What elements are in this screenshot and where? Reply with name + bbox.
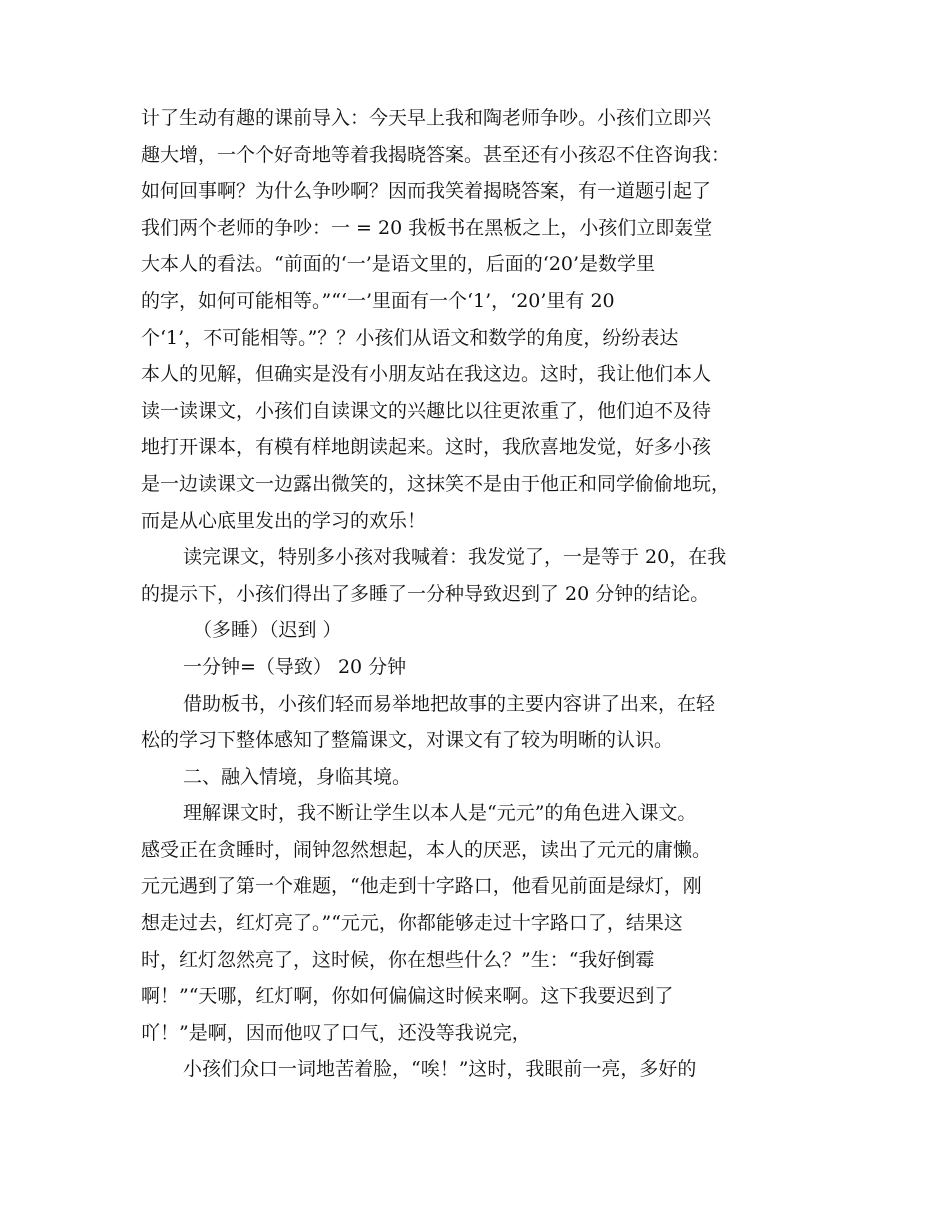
text-line: 时，红灯忽然亮了，这时候，你在想些什么？”生：“我好倒霉 — [141, 948, 655, 971]
text-line: 啊！”“天哪，红灯啊，你如何偏偏这时候来啊。这下我要迟到了 — [141, 985, 674, 1008]
document-body — [141, 100, 811, 1088]
section-heading: 二、融入情境，身临其境。 — [183, 765, 412, 788]
text-line: 本人的见解，但确实是没有小朋友站在我这边。这时，我让他们本人 — [141, 363, 712, 386]
board-notes-line: 一分钟=（导致） 20 分钟 — [183, 655, 407, 678]
text-line: 的字，如何可能相等。”“‘一’里面有一个‘1’，‘20’里有 20 — [141, 289, 615, 312]
paragraph-start-line: 读完课文，特别多小孩对我喊着：我发觉了，一是等于 20，在我 — [183, 546, 727, 569]
text-line: 而是从心底里发出的学习的欢乐！ — [141, 509, 427, 532]
text-line: 是一边读课文一边露出微笑的，这抹笑不是由于他正和同学偷偷地玩， — [141, 472, 731, 495]
text-line: 个‘1’，不可能相等。”？？小孩们从语文和数学的角度，纷纷表达 — [141, 326, 679, 349]
text-line: 大本人的看法。“前面的‘一’是语文里的，后面的‘20’是数学里 — [141, 253, 656, 276]
board-notes-line: （多睡）（迟到 ） — [193, 619, 342, 642]
text-line: 如何回事啊？为什么争吵啊？因而我笑着揭晓答案，有一道题引起了 — [141, 180, 712, 203]
paragraph-start-line: 理解课文时，我不断让学生以本人是“元元”的角色进入课文。 — [183, 802, 697, 825]
text-line: 的提示下，小孩们得出了多睡了一分种导致迟到了 20 分钟的结论。 — [141, 582, 710, 605]
text-line: 吖！”是啊，因而他叹了口气，还没等我说完， — [141, 1021, 531, 1044]
text-line: 感受正在贪睡时，闹钟忽然想起，本人的厌恶，读出了元元的庸懒。 — [141, 838, 712, 861]
text-line: 想走过去，红灯亮了。”“元元，你都能够走过十字路口了，结果这 — [141, 912, 683, 935]
text-line: 松的学习下整体感知了整篇课文，对课文有了较为明晰的认识。 — [141, 729, 674, 752]
text-line: 趣大增，一个个好奇地等着我揭晓答案。甚至还有小孩忍不住咨询我： — [141, 143, 731, 166]
text-line: 地打开课本，有模有样地朗读起来。这时，我欣喜地发觉，好多小孩 — [141, 436, 712, 459]
paragraph-start-line: 小孩们众口一词地苦着脸，“唉！”这时，我眼前一亮，多好的 — [183, 1058, 697, 1081]
text-line: 元元遇到了第一个难题，“他走到十字路口，他看见前面是绿灯，刚 — [141, 875, 702, 898]
text-line: 我们两个老师的争吵：一 = 20 我板书在黑板之上，小孩们立即轰堂 — [141, 216, 713, 239]
text-line: 计了生动有趣的课前导入：今天早上我和陶老师争吵。小孩们立即兴 — [141, 107, 712, 129]
paragraph-start-line: 借助板书，小孩们轻而易举地把故事的主要内容讲了出来，在轻 — [183, 692, 716, 715]
text-line: 读一读课文，小孩们自读课文的兴趣比以往更浓重了，他们迫不及待 — [141, 399, 712, 422]
